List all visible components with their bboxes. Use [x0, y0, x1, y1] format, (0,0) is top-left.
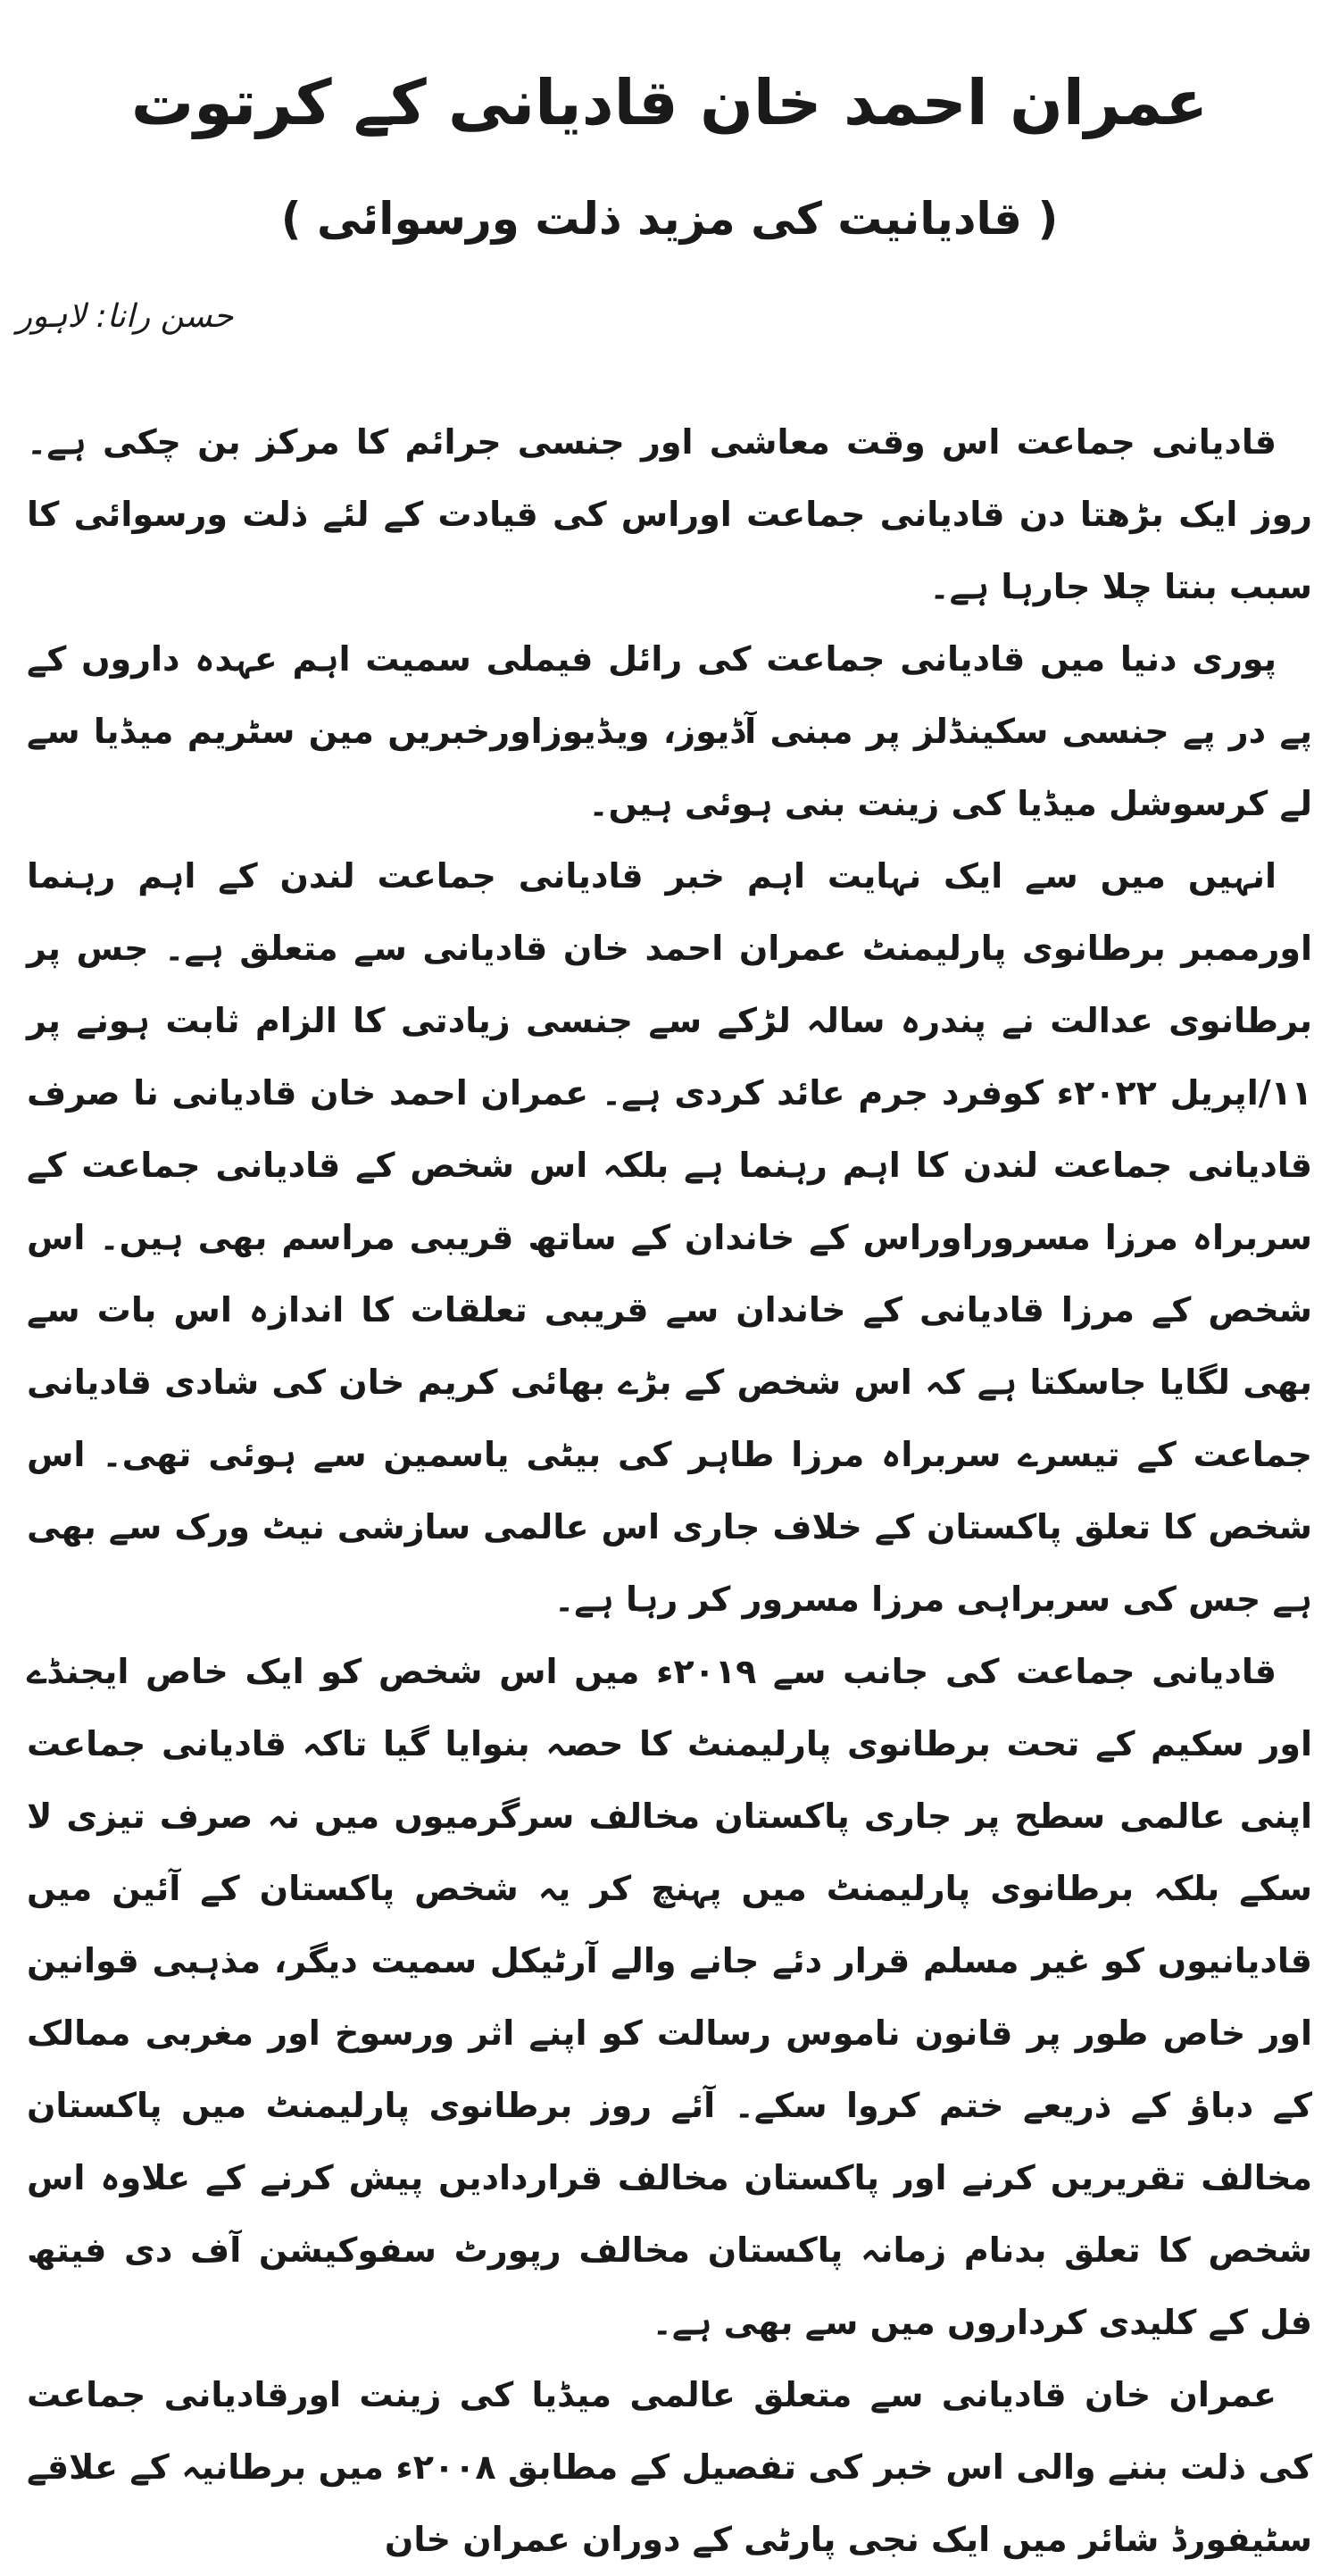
article-title: عمران احمد خان قادیانی کے کرتوت [130, 66, 1209, 139]
article-body [27, 406, 1312, 2576]
paragraph-2: پوری دنیا میں قادیانی جماعت کی رائل فیملی سمیت اہم عہدہ داروں کے پے در پے جنسی سکینڈلز پر مبنی آڈیوز، ویڈیوزاورخبریں مین سٹریم میڈیا سے لے کرسوشل میڈیا کی زینت بنی ہوئی ہیں۔ [27, 639, 1312, 823]
paragraph-5: عمران خان قادیانی سے متعلق عالمی میڈیا کی زینت اورقادیانی جماعت کی ذلت بننے والی اس خبر کی تفصیل کے مطابق ۲۰۰۸ء میں برطانیہ کے علاقے سٹیفورڈ شائر میں ایک نجی پارٹی کے دوران عمران خان [27, 2375, 1313, 2559]
paragraph-3: انہیں میں سے ایک نہایت اہم خبر قادیانی جماعت لندن کے اہم رہنما اورممبر برطانوی پارلیمنٹ عمران احمد خان قادیانی سے متعلق ہے۔ جس پر برطانوی عدالت نے پندرہ سالہ لڑکے سے جنسی زیادتی کا الزام ثابت ہونے پر ۱۱/اپریل ۲۰۲۲ء کوفرد جرم عائد کردی ہے۔ عمران احمد خان قادیانی نا صرف قادیانی جماعت لندن کا اہم رہنما ہے بلکہ اس شخص کے قادیانی جماعت کے سربراہ مرزا مسروراوراس کے خاندان کے ساتھ قریبی مراسم بھی ہیں۔ اس شخص کے مرزا قادیانی کے خاندان سے قریبی تعلقات کا اندازہ اس بات سے بھی لگایا جاسکتا ہے کہ اس شخص کے بڑے بھائی کریم خان کی شادی قادیانی جماعت کے تیسرے سربراہ مرزا طاہر کی بیٹی یاسمین سے ہوئی تھی۔ اس شخص کا تعلق پاکستان کے خلاف جاری اس عالمی سازشی نیٹ ورک سے بھی ہے جس کی سربراہی مرزا مسرور کر رہا ہے۔ [27, 856, 1312, 1619]
article-byline: حسن رانا: لاہور [16, 298, 234, 335]
paragraph-1: قادیانی جماعت اس وقت معاشی اور جنسی جرائم کا مرکز بن چکی ہے۔ روز ایک بڑھتا دن قادیانی جماعت اوراس کی قیادت کے لئے ذلت ورسوائی کا سبب بنتا چلا جارہا ہے۔ [27, 422, 1312, 606]
paragraph-4: قادیانی جماعت کی جانب سے ۲۰۱۹ء میں اس شخص کو ایک خاص ایجنڈے اور سکیم کے تحت برطانوی پارلیمنٹ کا حصہ بنوایا گیا تاکہ قادیانی جماعت اپنی عالمی سطح پر جاری پاکستان مخالف سرگرمیوں میں نہ صرف تیزی لا سکے بلکہ برطانوی پارلیمنٹ میں پہنچ کر یہ شخص پاکستان کے آئین میں قادیانیوں کو غیر مسلم قرار دئے جانے والے آرٹیکل سمیت دیگر، مذہبی قوانین اور خاص طور پر قانون ناموس رسالت کو اپنے اثر ورسوخ اور مغربی ممالک کے دباؤ کے ذریعے ختم کروا سکے۔ آئے روز برطانوی پارلیمنٹ میں پاکستان مخالف تقریریں کرنے اور پاکستان مخالف قراردادیں پیش کرنے کے علاوہ اس شخص کا تعلق بدنام زمانہ پاکستان مخالف رپورٹ سفوکیشن آف دی فیتھ فل کے کلیدی کرداروں میں سے بھی ہے۔ [27, 1652, 1312, 2342]
article-subtitle: ( قادیانیت کی مزید ذلت ورسوائی ) [280, 193, 1059, 245]
